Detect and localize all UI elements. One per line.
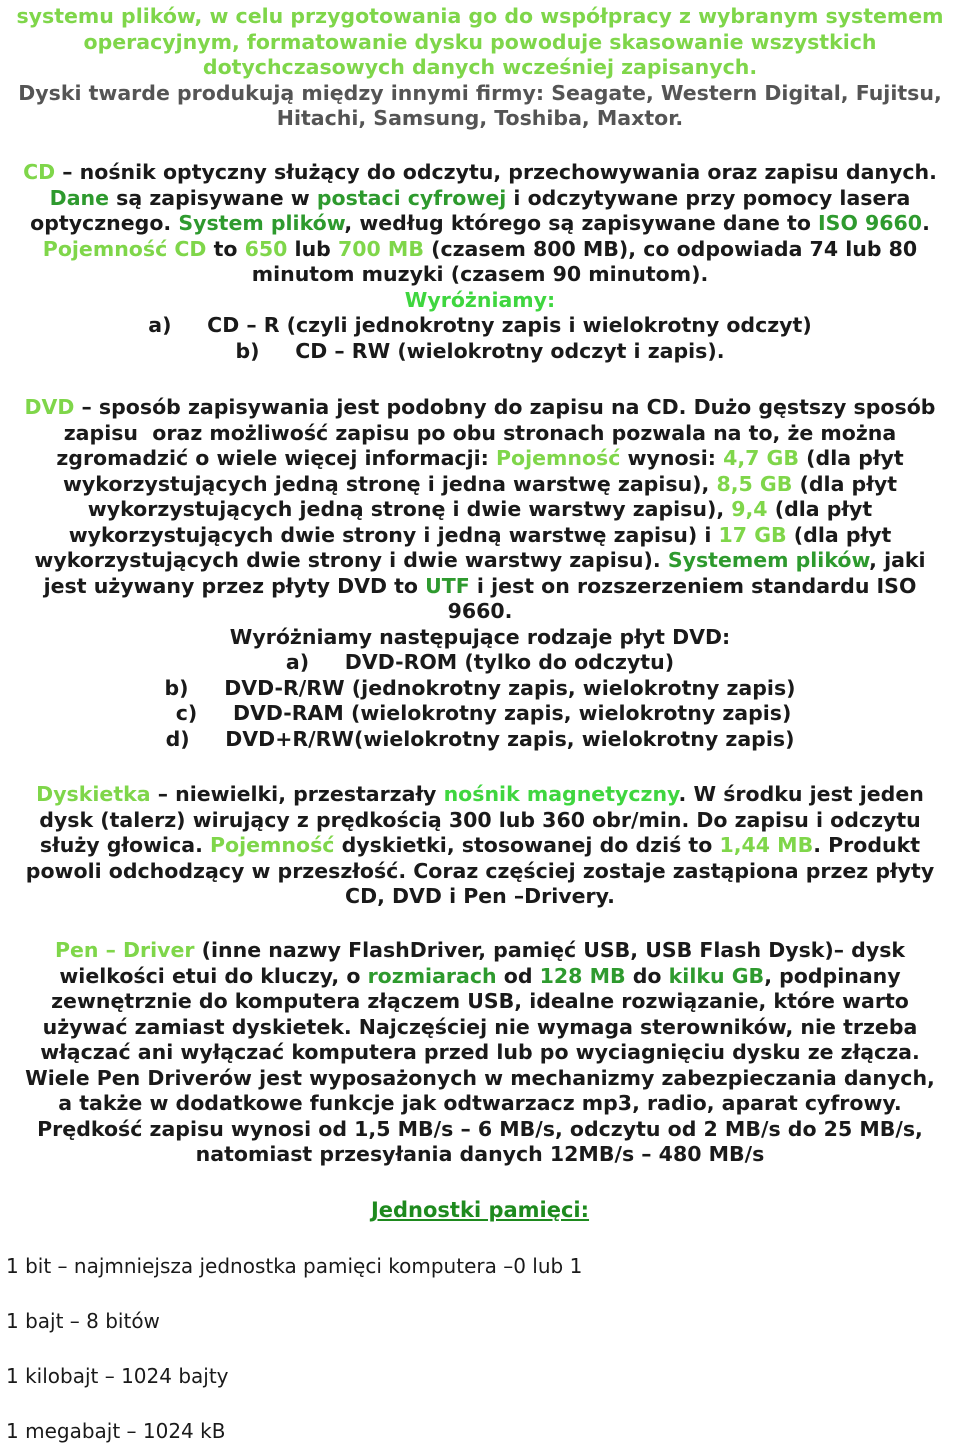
pen-line xyxy=(0,1066,960,1092)
dvd-text-segment: wykorzystujących jedną stronę i jedna warstwę zapisu), xyxy=(62,471,717,496)
pen-line xyxy=(0,989,960,1015)
floppy-line xyxy=(0,833,960,859)
hdd-line xyxy=(0,30,960,56)
cd-text-segment: 700 MB xyxy=(337,236,424,261)
hdd-text-segment: Hitachi, Samsung, Toshiba, Maxtor. xyxy=(276,106,684,130)
unit-kilobyte: 1 kilobajt – 1024 bajty xyxy=(6,1364,229,1388)
pen-text-segment: od xyxy=(496,963,540,988)
dvd-line xyxy=(0,472,960,498)
pen-text-segment: kilku GB xyxy=(668,963,765,988)
floppy-text-segment: powoli odchodzący w przeszłość. Coraz częściej zostaje zastąpiona przez płyty xyxy=(25,858,935,883)
dvd-text-segment: , jaki xyxy=(869,548,926,572)
dvd-line xyxy=(0,701,960,727)
dvd-line xyxy=(0,497,960,523)
cd-text-segment: Pojemność CD xyxy=(42,236,207,261)
cd-line xyxy=(0,211,960,237)
hdd-paragraph xyxy=(0,4,960,132)
floppy-text-segment: dysk (talerz) wirujący z prędkością 300 lub 360 obr/min. Do zapisu i odczytu xyxy=(39,807,921,832)
pen-text-segment: włączać ani wyłączać komputera przed lub po wyciagnięciu dysku ze złącza. xyxy=(40,1040,920,1064)
cd-text-segment: System plików xyxy=(178,211,345,235)
pen-line xyxy=(0,1040,960,1066)
pen-text-segment: rozmiarach xyxy=(367,963,497,988)
pen-line xyxy=(0,964,960,990)
dvd-text-segment: (dla płyt xyxy=(767,497,873,521)
cd-text-segment: , według którego są zapisywane dane to xyxy=(344,211,819,235)
dvd-line xyxy=(0,421,960,447)
cd-text-segment: b) CD – RW (wielokrotny odczyt i zapis). xyxy=(235,338,725,363)
dvd-text-segment: wykorzystujących jedną stronę i dwie warstwy zapisu), xyxy=(87,497,732,521)
hdd-line xyxy=(0,4,960,30)
dvd-text-segment: 8,5 GB xyxy=(716,471,793,496)
floppy-text-segment: . W środku jest jeden xyxy=(678,782,924,806)
hdd-text-segment: systemu plików, w celu przygotowania go do współpracy z wybranym systemem xyxy=(16,4,944,28)
dvd-text-segment: zapisu oraz możliwość zapisu po obu stronach pozwala na to, że można xyxy=(63,420,897,445)
cd-text-segment: i odczytywane przy pomocy lasera xyxy=(506,185,911,210)
pen-line xyxy=(0,1117,960,1143)
dvd-text-segment: (dla płyt xyxy=(786,522,892,547)
dvd-line xyxy=(0,548,960,574)
pen-text-segment: a także w dodatkowe funkcje jak odtwarzacz mp3, radio, aparat cyfrowy. xyxy=(58,1091,902,1115)
pen-text-segment: zewnętrznie do komputera złączem USB, idealne rozwiązanie, które warto xyxy=(51,989,909,1013)
dvd-text-segment: 17 GB xyxy=(718,522,787,547)
pen-driver-paragraph xyxy=(0,938,960,1168)
dvd-line xyxy=(0,676,960,702)
cd-text-segment: postaci cyfrowej xyxy=(316,185,507,210)
dvd-line xyxy=(0,395,960,421)
floppy-text-segment: Dyskietka xyxy=(36,782,151,806)
floppy-text-segment: nośnik magnetyczny xyxy=(443,782,679,806)
dvd-text-segment: DVD xyxy=(24,395,75,419)
floppy-line xyxy=(0,808,960,834)
cd-text-segment: a) CD – R (czyli jednokrotny zapis i wielokrotny odczyt) xyxy=(148,313,812,337)
memory-units-heading: Jednostki pamięci: xyxy=(370,1198,590,1222)
pen-text-segment: , podpinany xyxy=(764,963,901,988)
pen-text-segment: używać zamiast dyskietek. Najczęściej nie wymaga sterowników, nie trzeba xyxy=(42,1014,918,1039)
dvd-text-segment: b) DVD-R/RW (jednokrotny zapis, wielokrotny zapis) xyxy=(164,675,796,700)
hdd-line xyxy=(0,55,960,81)
pen-text-segment: wielkości etui do kluczy, o xyxy=(59,963,368,988)
unit-megabyte: 1 megabajt – 1024 kB xyxy=(6,1419,226,1443)
dvd-line xyxy=(0,574,960,600)
dvd-line xyxy=(0,650,960,676)
floppy-text-segment: CD, DVD i Pen –Drivery. xyxy=(345,884,615,908)
dvd-text-segment: (dla płyt xyxy=(799,446,904,470)
pen-text-segment: do xyxy=(625,963,669,988)
dvd-text-segment: wykorzystujących dwie strony i dwie warstwy zapisu). xyxy=(34,548,668,572)
floppy-text-segment: służy głowica. xyxy=(39,833,210,857)
dvd-text-segment: Wyróżniamy następujące rodzaje płyt DVD: xyxy=(229,624,731,649)
floppy-line xyxy=(0,859,960,885)
hdd-text-segment: operacyjnym, formatowanie dysku powoduje skasowanie wszystkich xyxy=(83,29,877,54)
floppy-text-segment: 1,44 MB xyxy=(719,833,814,857)
floppy-paragraph xyxy=(0,782,960,910)
dvd-text-segment: zgromadzić o wiele więcej informacji: xyxy=(56,446,496,470)
dvd-text-segment: wykorzystujących dwie strony i jedną warstwę zapisu) i xyxy=(68,522,719,547)
pen-text-segment: Prędkość zapisu wynosi od 1,5 MB/s – 6 MB/s, odczytu od 2 MB/s do 25 MB/s, xyxy=(37,1116,923,1141)
dvd-text-segment: d) DVD+R/RW(wielokrotny zapis, wielokrotny zapis) xyxy=(165,726,795,751)
pen-line xyxy=(0,938,960,964)
dvd-line xyxy=(0,625,960,651)
cd-line xyxy=(0,237,960,263)
unit-byte: 1 bajt – 8 bitów xyxy=(6,1309,160,1333)
pen-line xyxy=(0,1091,960,1117)
cd-line xyxy=(0,339,960,365)
cd-line xyxy=(0,313,960,339)
pen-text-segment: (inne nazwy FlashDriver, pamięć USB, USB Flash Dysk)– dysk xyxy=(194,938,906,962)
dvd-text-segment: 4,7 GB xyxy=(723,446,800,470)
dvd-text-segment: wynosi: xyxy=(620,446,724,470)
cd-text-segment: lub xyxy=(287,236,338,261)
dvd-line xyxy=(0,727,960,753)
floppy-text-segment: Pojemność xyxy=(210,833,335,857)
pen-text-segment: Pen – Driver xyxy=(54,938,195,962)
cd-text-segment: – nośnik optyczny służący do odczytu, przechowywania oraz zapisu danych. xyxy=(55,160,937,184)
hdd-text-segment: Dyski twarde produkują między innymi firmy: Seagate, Western Digital, Fujitsu, xyxy=(18,80,942,105)
cd-text-segment: (czasem 800 MB), co odpowiada 74 lub 80 xyxy=(423,236,918,261)
cd-line xyxy=(0,160,960,186)
dvd-line xyxy=(0,599,960,625)
cd-text-segment: . xyxy=(922,211,930,235)
hdd-line xyxy=(0,106,960,132)
cd-text-segment: są zapisywane w xyxy=(109,185,317,210)
floppy-text-segment: dyskietki, stosowanej do dziś to xyxy=(334,833,720,857)
cd-text-segment: 650 xyxy=(244,236,288,261)
dvd-text-segment: Systemem plików xyxy=(667,548,870,572)
dvd-paragraph xyxy=(0,395,960,752)
dvd-text-segment: i jest on rozszerzeniem standardu ISO xyxy=(469,573,917,598)
dvd-text-segment: jest używany przez płyty DVD to xyxy=(43,573,426,598)
dvd-text-segment: (dla płyt xyxy=(792,471,897,496)
cd-line xyxy=(0,262,960,288)
dvd-line xyxy=(0,446,960,472)
hdd-line xyxy=(0,81,960,107)
cd-text-segment: to xyxy=(206,236,245,261)
hdd-text-segment: dotychczasowych danych wcześniej zapisanych. xyxy=(202,55,758,79)
floppy-line xyxy=(0,884,960,910)
dvd-text-segment: Pojemność xyxy=(495,446,621,470)
cd-line xyxy=(0,186,960,212)
dvd-line xyxy=(0,523,960,549)
unit-bit: 1 bit – najmniejsza jednostka pamięci komputera –0 lub 1 xyxy=(6,1254,583,1278)
cd-text-segment: optycznego. xyxy=(30,211,179,235)
cd-line xyxy=(0,288,960,314)
pen-text-segment: Wiele Pen Driverów jest wyposażonych w mechanizmy zabezpieczania danych, xyxy=(25,1065,935,1090)
cd-text-segment: Wyróżniamy: xyxy=(404,287,556,312)
floppy-line xyxy=(0,782,960,808)
dvd-text-segment: UTF xyxy=(425,573,470,598)
cd-text-segment: ISO 9660 xyxy=(818,211,923,235)
dvd-text-segment: – sposób zapisywania jest podobny do zapisu na CD. Dużo gęstszy sposób xyxy=(74,395,936,419)
cd-text-segment: Dane xyxy=(49,185,110,210)
cd-paragraph xyxy=(0,160,960,364)
cd-text-segment: minutom muzyki (czasem 90 minutom). xyxy=(251,262,709,286)
dvd-text-segment: 9,4 xyxy=(731,497,768,521)
floppy-text-segment: . Produkt xyxy=(813,833,921,857)
pen-text-segment: natomiast przesyłania danych 12MB/s – 480 MB/s xyxy=(195,1142,765,1166)
dvd-text-segment: a) DVD-ROM (tylko do odczytu) xyxy=(285,650,675,674)
floppy-text-segment: – niewielki, przestarzały xyxy=(150,782,444,806)
dvd-text-segment: 9660. xyxy=(447,599,513,623)
pen-line xyxy=(0,1015,960,1041)
dvd-text-segment: c) DVD-RAM (wielokrotny zapis, wielokrotny zapis) xyxy=(168,701,792,725)
pen-line xyxy=(0,1142,960,1168)
pen-text-segment: 128 MB xyxy=(539,963,626,988)
cd-text-segment: CD xyxy=(23,160,56,184)
